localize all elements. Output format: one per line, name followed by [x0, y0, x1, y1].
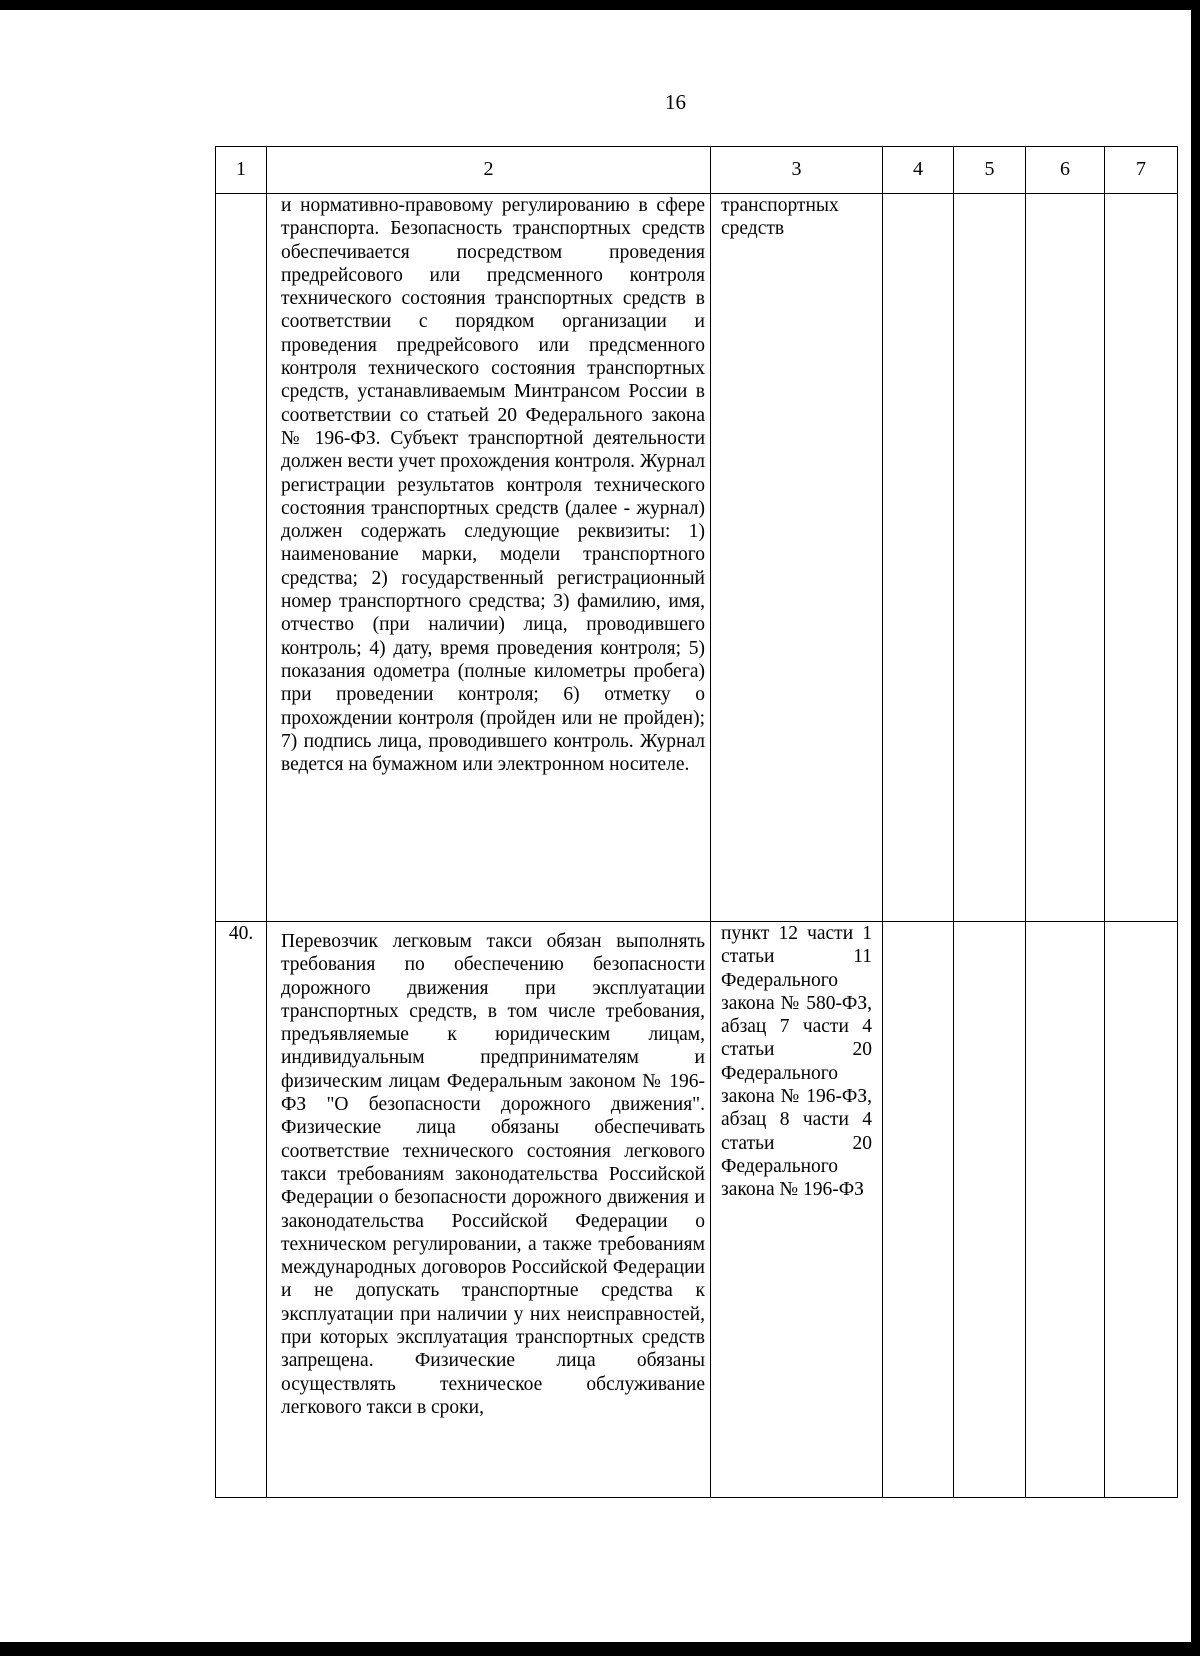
requirement-text: Перевозчик легковым такси обязан выполнять требования по обеспечению безопасности дорожного движения при эксплуатации транспортных средств, в том числе требования, предъявляемые к юридическим лицам, индивидуальным предпринимателям и физическим лицам Федеральным законом № 196-ФЗ "О безопасности дорожного движения". Физические лица обязаны обеспечивать соответствие технического состояния легкового такси требованиям законодательства Российской Федерации о безопасности дорожного движения и законодательства Российской Федерации о техническом регулировании, а также требованиям международных договоров Российской Федерации и не допускать транспортные средства к эксплуатации при наличии у них неисправностей, при которых эксплуатация транспортных средств запрещена. Физические лица обязаны осуществлять техническое обслуживание легкового такси в сроки, [281, 931, 705, 1418]
column-7-cell [1105, 922, 1178, 1498]
column-header-6: 6 [1026, 147, 1105, 194]
table-header-row [216, 147, 1178, 194]
column-5-cell [954, 194, 1026, 922]
table-row [216, 194, 1178, 922]
page-number: 16 [665, 90, 686, 114]
requirement-text: и нормативно-правовому регулированию в сфере транспорта. Безопасность транспортных средств обеспечивается посредством проведения предрейсового или предсменного контроля технического состояния транспортных средств в соответствии с порядком организации и проведения предрейсового или предсменного контроля технического состояния транспортных средств, устанавливаемым Минтрансом России в соответствии со статьей 20 Федерального закона № 196-ФЗ. Субъект транспортной деятельности должен вести учет прохождения контроля. Журнал регистрации результатов контроля технического состояния транспортных средств (далее - журнал) должен содержать следующие реквизиты: 1) наименование марки, модели транспортного средства; 2) государственный регистрационный номер транспортного средства; 3) фамилию, имя, отчество (при наличии) лица, проводившего контроль; 4) дату, время проведения контроля; 5) показания одометра (полные километры пробега) при проведении контроля; 6) отметку о прохождении контроля (пройден или не пройден); 7) подпись лица, проводившего контроль. Журнал ведется на бумажном или электронном носителе. [281, 195, 705, 776]
row-number-cell: 40. [216, 922, 267, 1498]
column-6-cell [1026, 194, 1105, 922]
document-page [0, 10, 1191, 1642]
column-header-4: 4 [883, 147, 954, 194]
column-4-cell [883, 922, 954, 1498]
reference-cell [711, 194, 883, 922]
column-4-cell [883, 194, 954, 922]
requirement-cell [267, 194, 711, 922]
column-header-5: 5 [954, 147, 1026, 194]
column-7-cell [1105, 194, 1178, 922]
reference-text: транспортных средств [721, 195, 839, 240]
column-header-2: 2 [267, 147, 711, 194]
table-row [216, 922, 1178, 1498]
column-header-1: 1 [216, 147, 267, 194]
reference-cell [711, 922, 883, 1498]
requirements-table [215, 146, 1178, 1498]
reference-text: пункт 12 части 1 статьи 11 Федерального закона № 580-ФЗ, абзац 7 части 4 статьи 20 Федерального закона № 196-ФЗ, абзац 8 части 4 статьи 20 Федерального закона № 196-ФЗ [721, 923, 872, 1201]
requirement-cell [267, 922, 711, 1498]
column-header-7: 7 [1105, 147, 1178, 194]
row-number-cell [216, 194, 267, 922]
column-5-cell [954, 922, 1026, 1498]
column-6-cell [1026, 922, 1105, 1498]
column-header-3: 3 [711, 147, 883, 194]
